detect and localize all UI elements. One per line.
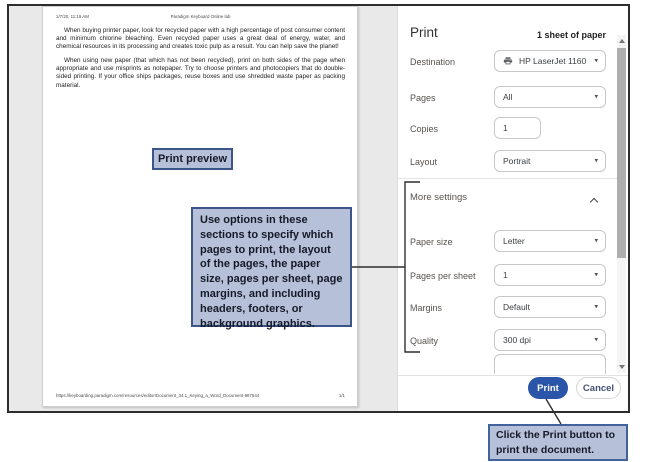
chevron-down-icon: ▾ <box>594 57 598 65</box>
margins-value: Default <box>503 302 530 312</box>
destination-dropdown[interactable] <box>494 50 606 72</box>
page-footer-number: 1/1 <box>338 393 345 398</box>
layout-dropdown[interactable] <box>494 150 606 172</box>
layout-label: Layout <box>410 157 438 167</box>
print-settings-panel <box>398 6 628 411</box>
paper-size-value: Letter <box>503 236 525 246</box>
footer-separator <box>398 375 628 376</box>
pages-per-sheet-value: 1 <box>503 270 508 280</box>
pages-per-sheet-label: Pages per sheet <box>410 271 476 281</box>
margins-dropdown[interactable] <box>494 296 606 318</box>
quality-value: 300 dpi <box>503 335 531 345</box>
print-preview-annotation: Print preview <box>152 148 233 170</box>
pages-dropdown[interactable] <box>494 86 606 108</box>
paper-size-dropdown[interactable] <box>494 230 606 252</box>
quality-label: Quality <box>410 336 439 346</box>
print-button-annotation: Click the Print button to print the document. <box>488 424 628 461</box>
print-button[interactable]: Print <box>528 377 568 399</box>
pages-label: Pages <box>410 93 436 103</box>
copies-label: Copies <box>410 124 439 134</box>
document-paragraph-2: When using new paper (that which has not been recycled), print on both sides of the page when appropriate and use misprints as notepaper. Try to choose printers and photocopiers that do double-sided printing. If your office ships packages, reuse boxes and use shredded waste paper as packing material. <box>56 57 345 89</box>
document-text <box>56 27 345 96</box>
chevron-down-icon: ▾ <box>594 303 598 311</box>
document-paragraph-1: When buying printer paper, look for recycled paper with a high percentage of post consumer content and minimum chlorine bleaching. Even recycled paper uses a great deal of energy, water, and chemical resources in its processing and creates toxic pulp as a result. You can help save the planet! <box>56 27 345 51</box>
pages-per-sheet-dropdown[interactable] <box>494 264 606 286</box>
page-header-title: Paradigm Keyboard Online lab <box>170 14 231 19</box>
scroll-up-arrow-icon[interactable] <box>619 39 625 43</box>
paper-size-label: Paper size <box>410 237 453 247</box>
quality-dropdown[interactable] <box>494 329 606 351</box>
panel-scrollbar[interactable] <box>617 35 626 373</box>
pages-value: All <box>503 92 513 102</box>
margins-label: Margins <box>410 303 443 313</box>
destination-label: Destination <box>410 57 456 67</box>
page-header-datetime: 1/7/20, 11:19 AM <box>56 14 89 19</box>
page-header <box>56 14 345 20</box>
cancel-button[interactable]: Cancel <box>576 377 621 399</box>
chevron-down-icon: ▾ <box>594 93 598 101</box>
page-footer <box>56 393 345 398</box>
scroll-down-arrow-icon[interactable] <box>619 365 625 369</box>
layout-value: Portrait <box>503 156 531 166</box>
more-settings-label: More settings <box>410 192 468 203</box>
chevron-down-icon: ▾ <box>594 237 598 245</box>
printer-icon <box>503 56 513 66</box>
page-footer-url: https://keyboarding.paradigm.com/resources/editor/Document_34.1_Keying_a_Word_Document-987544 <box>56 393 260 398</box>
chevron-down-icon: ▾ <box>594 271 598 279</box>
chevron-down-icon: ▾ <box>594 157 598 165</box>
panel-title: Print <box>410 25 438 40</box>
clipped-dropdown[interactable] <box>494 354 606 374</box>
destination-value: HP LaserJet 1160 <box>519 56 587 66</box>
chevron-up-icon[interactable] <box>590 198 598 206</box>
copies-input[interactable] <box>494 117 541 139</box>
options-annotation: Use options in these sections to specify which pages to print, the layout of the pages, the paper size, pages per sheet, page margins, and including headers, footers, or background graphics. <box>191 207 352 327</box>
sheet-count: 1 sheet of paper <box>536 30 606 40</box>
chevron-down-icon: ▾ <box>594 336 598 344</box>
section-divider <box>398 178 620 179</box>
scrollbar-thumb[interactable] <box>617 48 626 258</box>
